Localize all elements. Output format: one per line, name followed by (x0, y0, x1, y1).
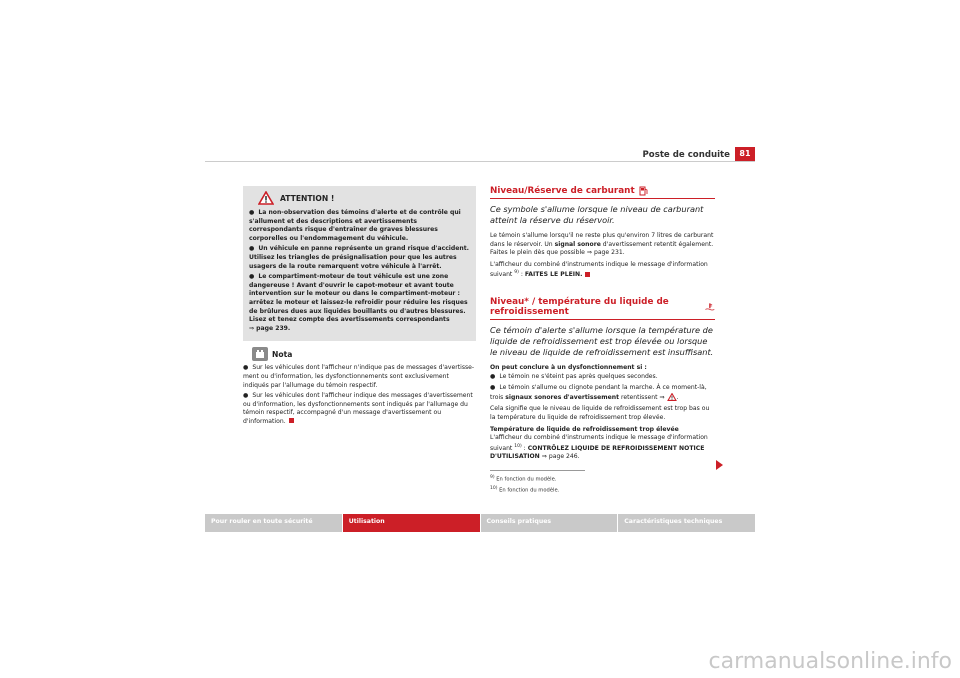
fuel-subtitle: Ce symbole s'allume lorsque le niveau de carburant atteint la réserve du réservoir. (490, 204, 704, 225)
coolant-page-ref[interactable]: page 246. (548, 453, 580, 461)
bullet-icon: ● (249, 273, 255, 281)
warning-item: ● La non-observation des témoins d'alerte et de contrôle qui s'allument et des descriptions et avertissements correspondants risque d'entraîner de graves blessures corporelles ou l'endommagement du véhicule. (249, 209, 461, 242)
nav-tab-caracteristiques[interactable]: Caractéristiques techniques (618, 514, 755, 532)
nav-tab-securite[interactable]: Pour rouler en toute sécurité (205, 514, 342, 532)
warning-item: ● Un véhicule en panne représente un grand risque d'accident. Utilisez les triangles de présignalisation pour que les autres usagers de la route remarquent votre véhicule à l'arrêt. (249, 245, 469, 270)
nav-tab-conseils[interactable]: Conseils pratiques (481, 514, 618, 532)
section-end-marker (289, 418, 294, 423)
footnote: $^{10)}$ En fonction du modèle. (490, 485, 560, 494)
coolant-conclude-heading: On peut conclure à un dysfonctionnement si : (490, 364, 647, 371)
warning-box (243, 186, 476, 341)
coolant-section-title: Niveau* / température du liquide de refroidissement (490, 297, 715, 320)
bullet-icon: ● (243, 364, 249, 372)
bullet-icon: ● (243, 392, 249, 400)
fuel-section-title: Niveau/Réserve de carburant (490, 186, 715, 199)
watermark: carmanualsonline.info (708, 649, 952, 674)
section-end-marker (585, 272, 590, 277)
arrow-right-icon: ⇒ (541, 453, 547, 461)
fuel-paragraph-2: L'afficheur du combiné d'instruments indique le message d'information suivant $^{9)}$ : FAITES LE PLEIN. (490, 260, 708, 279)
next-page-arrow-icon[interactable] (716, 460, 723, 470)
footnote: $^{9)}$ En fonction du modèle. (490, 474, 557, 483)
warning-title: ATTENTION ! (280, 193, 335, 203)
nota-header (252, 347, 476, 361)
warning-page-ref[interactable]: page 239. (256, 324, 291, 332)
nota-title: Nota (272, 349, 293, 359)
bullet-icon: ● (249, 245, 255, 253)
arrow-right-icon: ⇒ (659, 393, 665, 401)
header-divider (205, 161, 755, 162)
page-number: 81 (735, 147, 755, 161)
coolant-bullet: ● Le témoin ne s'éteint pas après quelques secondes. (490, 372, 658, 380)
coolant-temp-paragraph: L'afficheur du combiné d'instruments indique le message d'information suivant $^{10)}$ : CONTRÔLEZ LIQUIDE DE REFROIDISSEMENT NOTICE D'UTILISATION ⇒ page 246. (490, 434, 708, 461)
fuel-paragraph-1: Le témoin s'allume lorsqu'il ne reste plus qu'environ 7 litres de carburant dans le réservoir. Un signal sonore d'avertissement retentit également. Faites le plein dès que possible ⇒ page 231. (490, 232, 714, 257)
footnote-ref: 9) (514, 270, 519, 276)
coolant-subtitle: Ce témoin d'alerte s'allume lorsque la température de liquide de refroidissement est trop élevée ou lorsque le niveau de liquide de refroidissement est insuffisant. (490, 325, 714, 357)
bullet-icon: ● (249, 209, 255, 216)
arrow-right-icon: ⇒ (586, 249, 592, 257)
page-header-title: Poste de conduite (642, 150, 730, 160)
coolant-temp-heading: Température de liquide de refroidissement trop élevée (490, 425, 679, 433)
left-column (243, 186, 476, 428)
footnote-ref: 10) (514, 443, 522, 449)
warning-item: ● Le compartiment-moteur de tout véhicule est une zone dangereuse ! Avant d'ouvrir le capot-moteur et avant toute intervention sur le moteur ou dans le compartiment-moteur : arrêtez le moteur et laissez-le refroidir pour réduire les risques de brûlures dues aux liquides bouillants ou d'autres blessures. Lisez et tenez compte des avertissements correspondants ⇒ page 239. (249, 273, 468, 332)
warning-triangle-icon[interactable] (667, 393, 677, 401)
fuel-pump-icon (639, 186, 648, 196)
fuel-page-ref[interactable]: page 231. (593, 249, 625, 257)
coolant-paragraph: Cela signifie que le niveau de liquide de refroidissement est trop bas ou la température du liquide de refroidissement trop élevée. (490, 405, 710, 421)
arrow-right-icon: ⇒ (249, 324, 255, 332)
warning-triangle-icon (258, 191, 274, 205)
nota-item: ● Sur les véhicules dont l'afficheur n'indique pas de messages d'avertisse-ment ou d'information, les dysfonctionnements sont exclusivement indiqués par l'allumage du témoin respectif. (243, 364, 475, 389)
coolant-temperature-icon (705, 302, 715, 312)
bullet-icon: ● (490, 384, 496, 392)
nav-tab-utilisation[interactable]: Utilisation (343, 514, 480, 532)
note-icon (252, 347, 268, 361)
coolant-bullet: ● Le témoin s'allume ou clignote pendant la marche. À ce moment-là, trois signaux sonores d'avertissement retentissent ⇒ . (490, 384, 707, 401)
right-column (490, 186, 715, 495)
footnote-divider (490, 470, 585, 471)
bullet-icon: ● (490, 372, 496, 380)
warning-header (258, 191, 470, 205)
bottom-navigation (205, 514, 755, 532)
nota-item: ● Sur les véhicules dont l'afficheur indique des messages d'avertissement ou d'information, les dysfonctionnements sont indiqués par l'allumage du témoin respectif, accompagné d'un message d'avertissement ou d'information. (243, 392, 473, 425)
